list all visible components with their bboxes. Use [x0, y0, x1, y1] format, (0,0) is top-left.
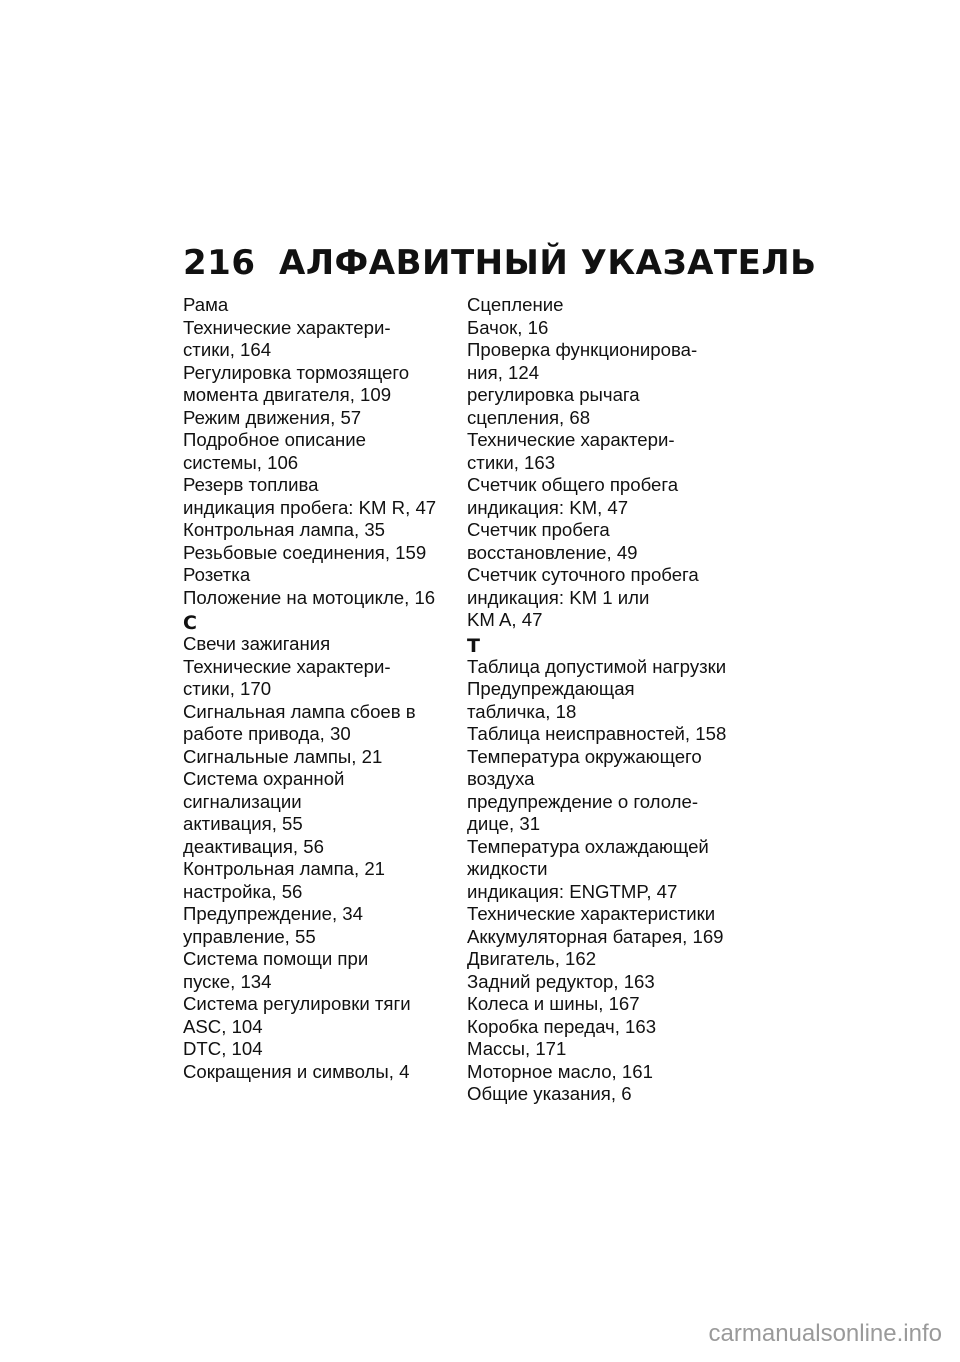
- index-subentry: стики, 164: [183, 339, 272, 360]
- index-subentry: Подробное описание: [183, 429, 367, 450]
- index-subentry: Положение на мотоцикле, 16: [183, 586, 436, 608]
- index-entry: Система охранной: [183, 768, 345, 789]
- index-subentry: Контрольная лампа, 35: [183, 519, 386, 540]
- index-entry: Свечи зажигания: [183, 633, 331, 654]
- index-entry: Сцепление: [467, 294, 564, 315]
- index-entry: Сигнальные лампы, 21: [183, 745, 383, 767]
- index-subentry: Коробка передач, 163: [467, 1015, 657, 1037]
- index-entry: Режим движения, 57: [183, 406, 362, 428]
- index-subentry: Моторное масло, 161: [467, 1060, 653, 1082]
- index-column-right: [467, 294, 739, 1106]
- index-entry: Счетчик суточного пробега: [467, 564, 699, 585]
- page-title: АЛФАВИТНЫЙ УКАЗАТЕЛЬ: [279, 243, 817, 283]
- index-subentry: сигнализации: [183, 790, 302, 812]
- index-subentry: индикация: KM 1 или: [467, 586, 650, 608]
- index-subentry: стики, 170: [183, 678, 272, 699]
- index-entry: Таблица неисправностей, 158: [467, 723, 727, 744]
- index-entry: Сокращения и символы, 4: [183, 1060, 410, 1082]
- index-entry: Резерв топлива: [183, 474, 319, 495]
- index-entry: Резьбовые соединения, 159: [183, 541, 427, 563]
- index-subentry: системы, 106: [183, 451, 299, 473]
- index-subentry: ASC, 104: [183, 1015, 263, 1037]
- index-entry: Розетка: [183, 564, 251, 585]
- index-subentry: Предупреждающая: [467, 678, 635, 699]
- page-number: 216: [183, 243, 256, 283]
- index-subentry: Двигатель, 162: [467, 948, 597, 969]
- index-subentry: Задний редуктор, 163: [467, 970, 655, 992]
- index-entry: Система помощи при: [183, 948, 369, 969]
- index-subentry: регулировка рычага: [467, 384, 640, 405]
- index-subentry: стики, 163: [467, 451, 556, 473]
- index-subentry: Колеса и шины, 167: [467, 993, 640, 1014]
- index-subentry: работе привода, 30: [183, 723, 351, 744]
- index-subentry: индикация: ENGTMP, 47: [467, 880, 678, 902]
- index-entry: Температура окружающего: [467, 745, 702, 767]
- index-section-letter: С: [183, 612, 197, 634]
- index-subentry: управление, 55: [183, 925, 316, 947]
- index-subentry: Предупреждение, 34: [183, 903, 363, 924]
- index-subentry: индикация пробега: KM R, 47: [183, 496, 437, 518]
- index-subentry: воздуха: [467, 768, 535, 789]
- index-subentry: восстановление, 49: [467, 541, 638, 563]
- index-subentry: жидкости: [467, 858, 548, 879]
- index-entry: Система регулировки тяги: [183, 993, 411, 1014]
- index-subentry: настройка, 56: [183, 880, 303, 902]
- index-subentry: DTC, 104: [183, 1038, 263, 1059]
- index-subentry: Общие указания, 6: [467, 1083, 632, 1104]
- index-column-left: [183, 294, 451, 1083]
- index-subentry: ния, 124: [467, 361, 540, 383]
- index-subentry: Технические характери-: [467, 429, 675, 450]
- index-subentry: KM A, 47: [467, 609, 543, 630]
- index-subentry: сцепления, 68: [467, 406, 591, 428]
- index-entry: Регулировка тормозящего: [183, 361, 410, 383]
- index-subentry: Технические характери-: [183, 655, 391, 677]
- index-section-letter: Т: [467, 634, 480, 657]
- index-subentry: Аккумуляторная батарея, 169: [467, 925, 724, 947]
- index-subentry: момента двигателя, 109: [183, 384, 392, 405]
- index-subentry: Технические характери-: [183, 316, 391, 338]
- index-subentry: табличка, 18: [467, 700, 577, 722]
- index-subentry: Проверка функционирова-: [467, 339, 698, 360]
- watermark: carmanualsonline.info: [708, 1320, 942, 1347]
- page-header: [183, 243, 816, 283]
- index-subentry: Контрольная лампа, 21: [183, 858, 386, 879]
- index-entry: Температура охлаждающей: [467, 835, 709, 857]
- index-entry: Счетчик пробега: [467, 519, 610, 540]
- index-subentry: активация, 55: [183, 813, 303, 834]
- index-entry: Счетчик общего пробега: [467, 474, 679, 495]
- index-subentry: пуске, 134: [183, 970, 272, 992]
- index-subentry: дице, 31: [467, 813, 541, 834]
- index-entry: Сигнальная лампа сбоев в: [183, 700, 416, 722]
- index-subentry: индикация: KM, 47: [467, 496, 629, 518]
- index-subentry: деактивация, 56: [183, 835, 324, 857]
- index-entry: Рама: [183, 294, 229, 315]
- index-entry: Таблица допустимой нагрузки: [467, 655, 727, 677]
- index-entry: Технические характеристики: [467, 903, 716, 924]
- index-subentry: Массы, 171: [467, 1038, 567, 1059]
- index-subentry: Бачок, 16: [467, 316, 549, 338]
- index-subentry: предупреждение о гололе-: [467, 790, 699, 812]
